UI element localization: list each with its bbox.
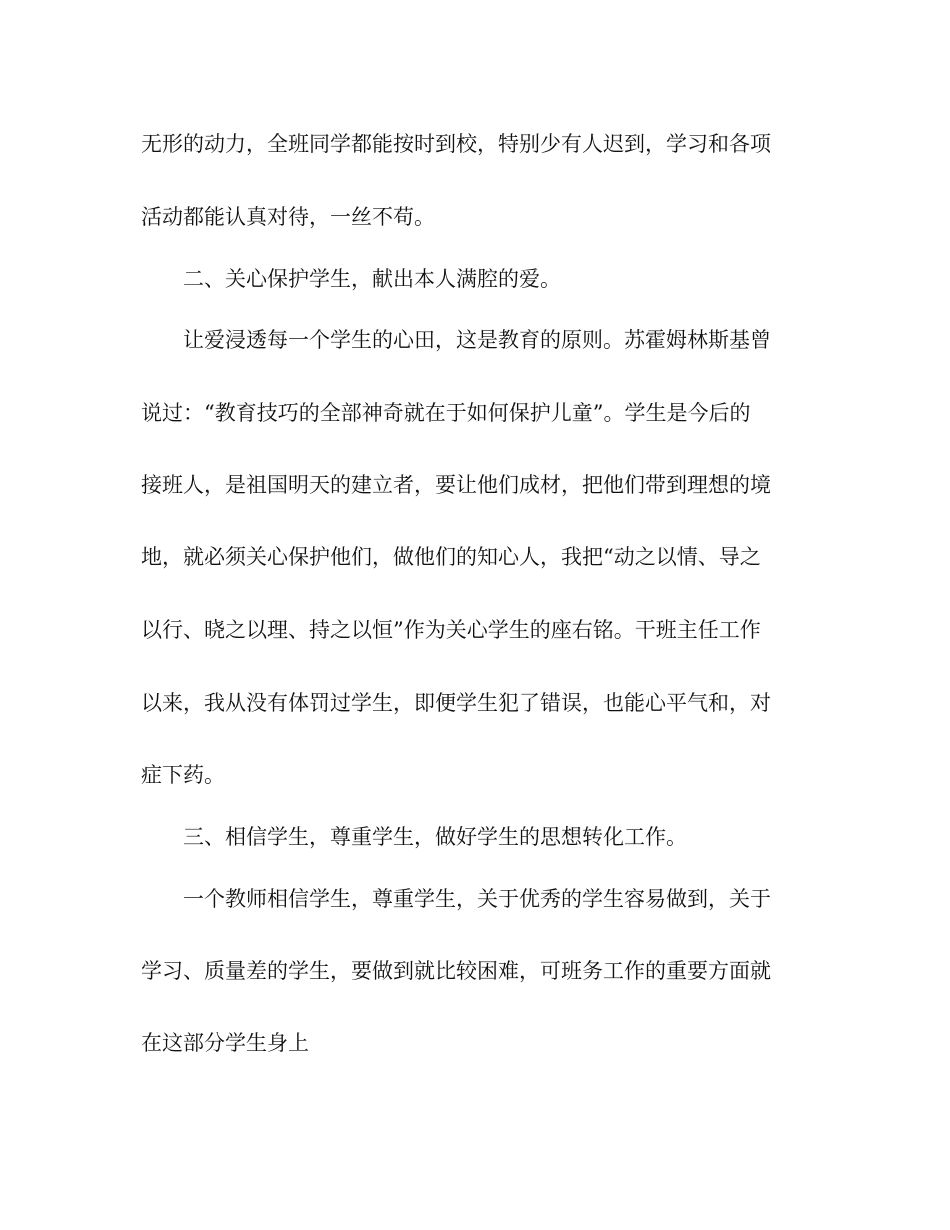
text-line: 学习、质量差的学生，要做到就比较困难，可班务工作的重要方面就 bbox=[141, 959, 771, 983]
text-line: 无形的动力，全班同学都能按时到校，特别少有人迟到，学习和各项 bbox=[141, 132, 771, 156]
text-line: 以来，我从没有体罚过学生，即便学生犯了错误，也能心平气和，对 bbox=[141, 691, 771, 715]
text-line: 在这部分学生身上 bbox=[141, 1031, 309, 1055]
text-line: 地，就必须关心保护他们，做他们的知心人，我把“动之以情、导之 bbox=[141, 545, 761, 569]
paragraph-first-line: 一个教师相信学生，尊重学生，关于优秀的学生容易做到，关于 bbox=[183, 887, 771, 911]
paragraph-first-line: 让爱浸透每一个学生的心田，这是教育的原则。苏霍姆林斯基曾 bbox=[183, 328, 771, 352]
text-line: 活动都能认真对待，一丝不苟。 bbox=[141, 205, 435, 229]
section-heading: 三、相信学生，尊重学生，做好学生的思想转化工作。 bbox=[183, 825, 687, 849]
text-line: 说过：“教育技巧的全部神奇就在于如何保护儿童”。学生是今后的 bbox=[141, 401, 751, 425]
section-heading: 二、关心保护学生，献出本人满腔的爱。 bbox=[183, 267, 561, 291]
text-line: 以行、晓之以理、持之以恒”作为关心学生的座右铭。干班主任工作 bbox=[141, 618, 761, 642]
text-line: 接班人，是祖国明天的建立者，要让他们成材，把他们带到理想的境 bbox=[141, 473, 771, 497]
text-line: 症下药。 bbox=[141, 763, 225, 787]
